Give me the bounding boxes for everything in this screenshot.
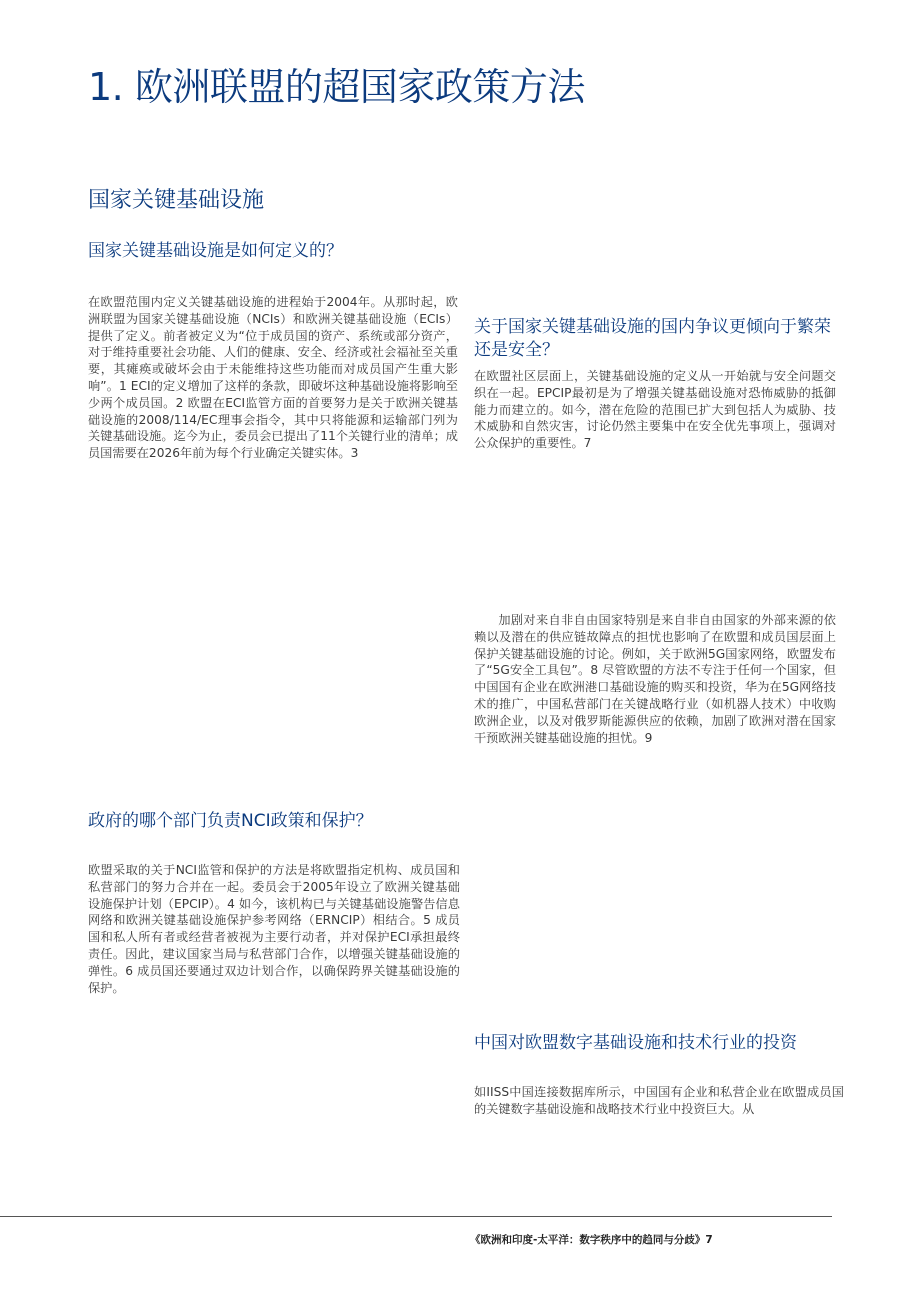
footer-running-title: 《欧洲和印度-太平洋：数字秩序中的趋同与分歧》7 <box>470 1234 713 1246</box>
paragraph-definition: 在欧盟范围内定义关键基础设施的进程始于2004年。从那时起，欧洲联盟为国家关键基础设施（NCIs）和欧洲关键基础设施（ECIs）提供了定义。前者被定义为“位于成员国的资产、系统或部分资产，对于维持重要社会功能、人们的健康、安全、经济或社会福祉至关重要，其瘫痪或破坏会由于未能维持这些功能而对成员国产生重大影响”。1 ECI的定义增加了这样的条款，即破坏这种基础设施将影响至少两个成员国。2 欧盟在ECI监管方面的首要努力是关于欧洲关键基础设施的2008/114/EC理事会指令，其中只将能源和运输部门列为关键基础设施。迄今为止，委员会已提出了11个关键行业的清单；成员国需要在2026年前为每个行业确定关键实体。3 <box>88 295 458 461</box>
paragraph-debate: 在欧盟社区层面上，关键基础设施的定义从一开始就与安全问题交织在一起。EPCIP最初是为了增强关键基础设施对恐怖威胁的抵御能力而建立的。如今，潜在危险的范围已扩大到包括人为威胁、技术威胁和自然灾害，讨论仍然主要集中在安全优先事项上，强调对公众保护的重要性。7 <box>474 369 836 451</box>
paragraph-dependency: 加剧对来自非自由国家特别是来自非自由国家的外部来源的依赖以及潜在的供应链故障点的担忧也影响了在欧盟和成员国层面上保护关键基础设施的讨论。例如，关于欧洲5G国家网络，欧盟发布了“5G安全工具包”。8 尽管欧盟的方法不专注于任何一个国家，但中国国有企业在欧洲港口基础设施的购买和投资，华为在5G网络技术的推广，中国私营部门在关键战略行业（如机器人技术）中收购欧洲企业，以及对俄罗斯能源供应的依赖，加剧了欧洲对潜在国家干预欧洲关键基础设施的担忧。9 <box>474 613 836 745</box>
paragraph-responsibility: 欧盟采取的关于NCI监管和保护的方法是将欧盟指定机构、成员国和私营部门的努力合并在一起。委员会于2005年设立了欧洲关键基础设施保护计划（EPCIP）。4 如今，该机构已与关键基础设施警告信息网络和欧洲关键基础设施保护参考网络（ERNCIP）相结合。5 成员国和私人所有者或经营者被视为主要行动者，并对保护ECI承担最终责任。因此，建议国家当局与私营部门合作，以增强关键基础设施的弹性。6 成员国还要通过双边计划合作，以确保跨界关键基础设施的保护。 <box>88 863 460 995</box>
question-heading-responsibility: 政府的哪个部门负责NCI政策和保护？ <box>88 811 373 831</box>
question-heading-definition: 国家关键基础设施是如何定义的？ <box>88 241 343 261</box>
paragraph-investment: 如IISS中国连接数据库所示，中国国有企业和私营企业在欧盟成员国的关键数字基础设施和战略技术行业中投资巨大。从 <box>474 1085 844 1116</box>
chapter-title: 1. 欧洲联盟的超国家政策方法 <box>88 65 585 109</box>
question-heading-investment: 中国对欧盟数字基础设施和技术行业的投资 <box>474 1033 797 1053</box>
question-heading-debate: 关于国家关键基础设施的国内争议更倾向于繁荣还是安全？ <box>474 317 831 360</box>
footer-divider <box>0 1216 832 1217</box>
section-title: 国家关键基础设施 <box>88 188 265 213</box>
